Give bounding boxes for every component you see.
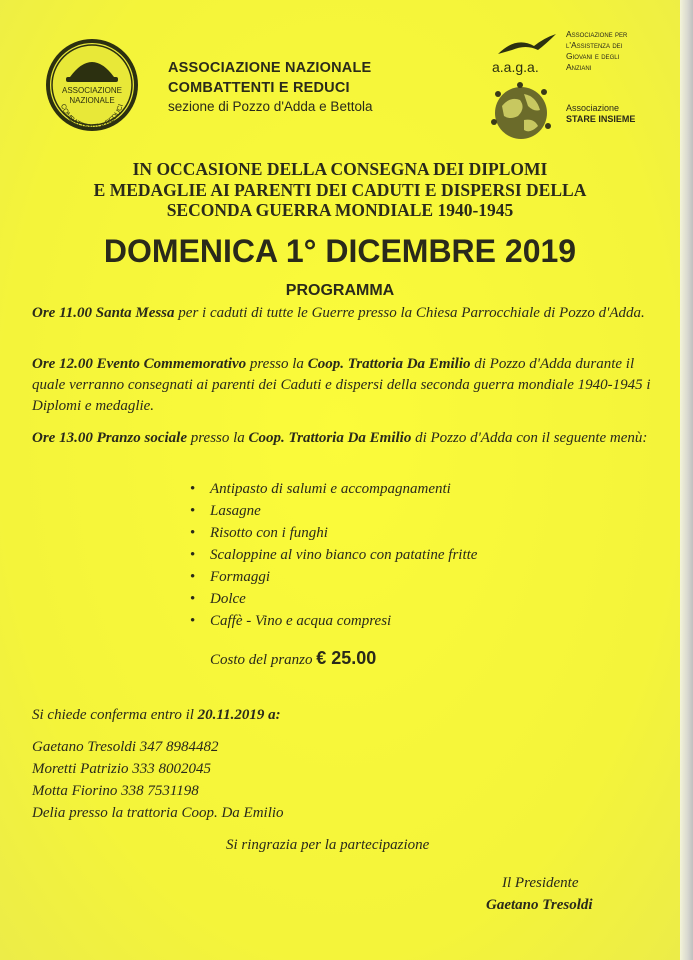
emblem-text-top: ASSOCIAZIONE [61,86,123,95]
event2-pre: presso la [246,356,308,372]
event3-title: Pranzo sociale [96,430,187,446]
event1-title: Santa Messa [95,305,175,321]
confirmation-date: 20.11.2019 a: [197,707,281,723]
event-santa-messa [32,303,652,324]
aaga-line-2: l'Assistenza dei [566,40,623,50]
confirmation-text: Si chiede conferma entro il [32,707,198,723]
combattenti-emblem-logo [44,37,140,133]
association-title-line2: COMBATTENTI E REDUCI [168,80,350,96]
menu-item: • Caffè - Vino e acqua compresi [190,610,477,632]
contact-item: Delia presso la trattoria Coop. Da Emilio [32,805,284,821]
lunch-cost [210,648,376,669]
thanks-note: Si ringrazia per la partecipazione [226,837,430,853]
lunch-menu [190,478,477,632]
aaga-description [566,29,627,73]
menu-item: • Antipasto di salumi e accompagnamenti [190,478,477,500]
confirmation-request [32,705,281,726]
aaga-bird-logo [490,30,558,76]
event-date: DOMENICA 1° DICEMBRE 2019 [103,233,577,269]
cost-label: Costo del pranzo [210,652,317,668]
event2-time: Ore 12.00 [32,356,93,372]
event3-text: di Pozzo d'Adda con il seguente menù: [411,430,648,446]
event3-pre: presso la [187,430,249,446]
programma-title: PROGRAMMA [285,282,395,299]
stare-line-1: Associazione [566,103,620,113]
emblem-text-mid: NAZIONALE [69,96,115,105]
emblem-text-bottom: COMBATTENTI e REDUCI [58,103,125,132]
aaga-logo-text: a.a.g.a. [492,59,539,75]
cost-price: € 25.00 [316,648,377,668]
contacts-list [32,736,284,824]
contact-item: Moretti Patrizio 333 8002045 [32,761,212,777]
menu-item: • Risotto con i funghi [190,522,477,544]
event2-text: di Pozzo d'Adda durante il quale verranno consegnati ai parenti dei Caduti e dispersi della seconda guerra mondiale 1940-1945 i Diplomi e medaglie. [32,356,651,414]
association-title-line1: ASSOCIAZIONE NAZIONALE [168,60,372,76]
event3-place: Coop. Trattoria Da Emilio [248,430,412,446]
event3-time: Ore 13.00 [32,430,93,446]
event2-title: Evento Commemorativo [96,356,247,372]
heading-line-1: IN OCCASIONE DELLA CONSEGNA DEI DIPLOMI [132,159,548,179]
menu-item: • Scaloppine al vino bianco con patatine fritte [190,544,477,566]
signature-role: Il Presidente [502,875,579,891]
menu-item: • Dolce [190,588,477,610]
stare-insieme-label [566,103,635,125]
signature-name: Gaetano Tresoldi [486,897,593,913]
heading-line-2: E MEDAGLIE AI PARENTI DEI CADUTI E DISPERSI DELLA [93,179,587,200]
aaga-line-3: Giovani e degli [566,51,620,61]
event2-place: Coop. Trattoria Da Emilio [307,356,471,372]
aaga-line-1: Associazione per [566,29,628,39]
event-pranzo [32,428,652,449]
menu-item: • Formaggi [190,566,477,588]
association-section: sezione di Pozzo d'Adda e Bettola [168,99,373,114]
globe-icon [490,82,552,144]
event-commemorativo [32,354,652,417]
aaga-line-4: Anziani [566,62,592,72]
menu-item: • Lasagne [190,500,477,522]
event1-text: per i caduti di tutte le Guerre presso la Chiesa Parrocchiale di Pozzo d'Adda. [174,305,645,321]
contact-item: Gaetano Tresoldi 347 8984482 [32,739,219,755]
contact-item: Motta Fiorino 338 7531198 [32,783,199,799]
heading-line-3: SECONDA GUERRA MONDIALE 1940-1945 [166,200,514,220]
stare-line-2: STARE INSIEME [566,114,636,124]
page-edge-shadow [680,0,693,960]
association-title [168,58,371,98]
event-heading [20,159,660,221]
event1-time: Ore 11.00 [32,305,92,321]
